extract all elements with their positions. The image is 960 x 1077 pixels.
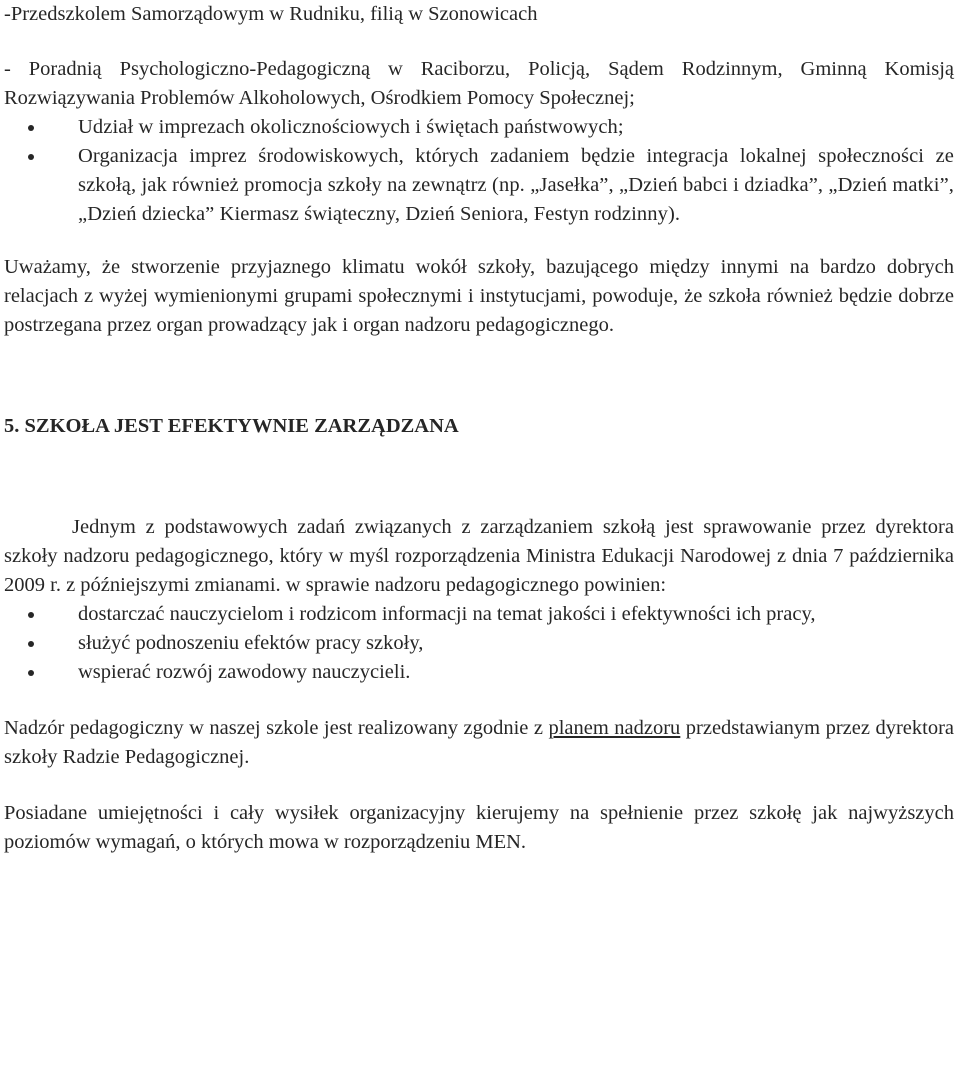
activities-list — [4, 113, 954, 229]
closing-paragraph — [4, 799, 954, 857]
supervision-paragraph-text: Jednym z podstawowych zadań związanych z zarządzaniem szkołą jest sprawowanie przez dyrektora szkoły nadzoru pedagogicznego, który w myśl rozporządzenia Ministra Edukacji Narodowej z dnia 7 października 2009 r. z późniejszymi zmianami. w sprawie nadzoru pedagogicznego powinien: — [4, 516, 954, 596]
list-item — [4, 629, 954, 658]
list-item — [4, 600, 954, 629]
closing-paragraph-text: Posiadane umiejętności i cały wysiłek organizacyjny kierujemy na spełnienie przez szkołę jak najwyższych poziomów wymagań, o których mowa w rozporządzeniu MEN. — [4, 802, 954, 853]
list-item — [4, 142, 954, 229]
plan-paragraph-after: przedstawianym przez dyrektora szkoły Radzie Pedagogicznej. — [4, 717, 954, 768]
supervision-plan-link[interactable]: planem nadzoru — [548, 717, 681, 739]
list-item-text: dostarczać nauczycielom i rodzicom informacji na temat jakości i efektywności ich pracy, — [78, 603, 816, 625]
climate-paragraph — [4, 253, 954, 340]
list-item — [4, 113, 954, 142]
document-page — [4, 0, 954, 857]
section-heading: 5. SZKOŁA JEST EFEKTYWNIE ZARZĄDZANA — [4, 415, 459, 437]
list-item — [4, 658, 954, 687]
plan-paragraph — [4, 714, 954, 772]
climate-paragraph-text: Uważamy, że stworzenie przyjaznego klimatu wokół szkoły, bazującego między innymi na bardzo dobrych relacjach z wyżej wymienionymi grupami społecznymi i instytucjami, powoduje, że szkoła również będzie dobrze postrzegana przez organ prowadzący jak i organ nadzoru pedagogicznego. — [4, 256, 954, 336]
partner-line-2 — [4, 55, 954, 113]
list-item-text: wspierać rozwój zawodowy nauczycieli. — [78, 661, 411, 683]
partner-line-1: -Przedszkolem Samorządowym w Rudniku, filią w Szonowicach — [4, 3, 538, 25]
supervision-paragraph — [4, 513, 954, 600]
partner-line-2-text: - Poradnią Psychologiczno-Pedagogiczną w Raciborzu, Policją, Sądem Rodzinnym, Gminną Komisją Rozwiązywania Problemów Alkoholowych, Ośrodkiem Pomocy Społecznej; — [4, 58, 954, 109]
list-item-text: Organizacja imprez środowiskowych, których zadaniem będzie integracja lokalnej społeczności ze szkołą, jak również promocja szkoły na zewnątrz (np. „Jasełka”, „Dzień babci i dziadka”, „Dzień matki”, „Dzień dziecka” Kiermasz świąteczny, Dzień Seniora, Festyn rodzinny). — [78, 145, 954, 225]
list-item-text: służyć podnoszeniu efektów pracy szkoły, — [78, 632, 424, 654]
duties-list — [4, 600, 954, 687]
list-item-text: Udział w imprezach okolicznościowych i świętach państwowych; — [78, 116, 624, 138]
plan-paragraph-before: Nadzór pedagogiczny w naszej szkole jest realizowany zgodnie z — [4, 717, 549, 739]
